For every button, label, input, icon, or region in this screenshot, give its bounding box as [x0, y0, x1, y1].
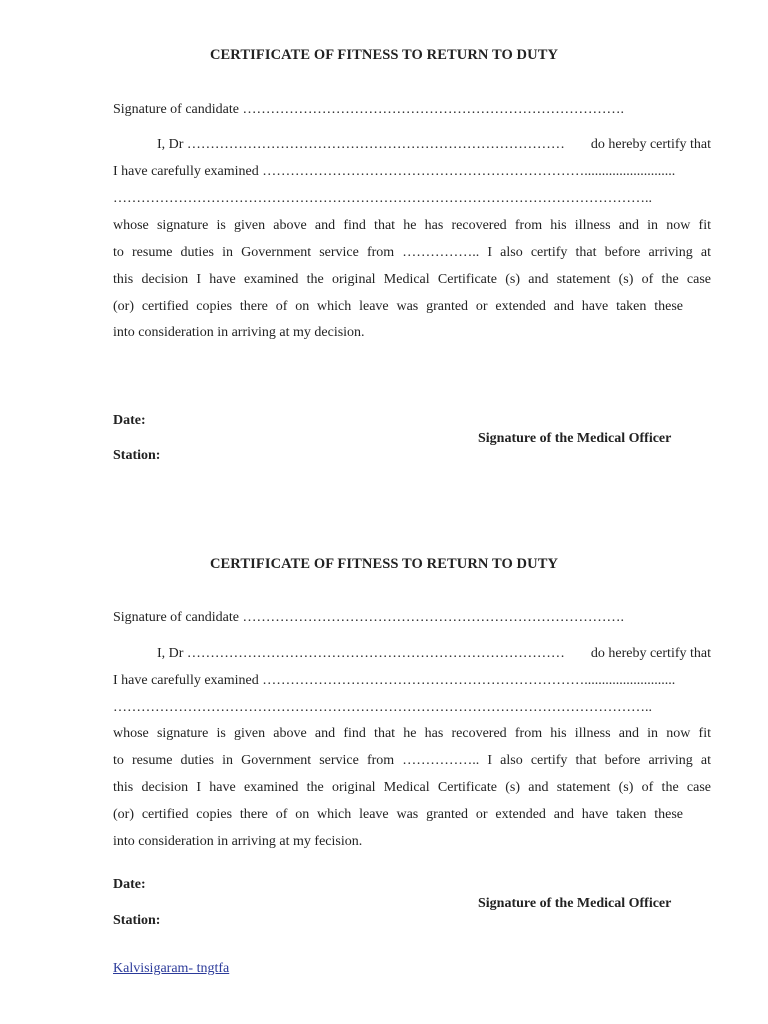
medical-officer-signature: Signature of the Medical Officer: [478, 896, 672, 911]
doctor-line: [157, 645, 711, 663]
doctor-name-blank: I, Dr ………………………………………………………………………: [157, 137, 565, 152]
paragraph-line: (or) certified copies there of on which leave was granted or extended and have taken these: [113, 807, 683, 822]
examined-line: I have carefully examined ……………………………………………………………..........................: [113, 673, 676, 688]
candidate-signature-line: Signature of candidate ……………………………………………………………………….: [113, 102, 624, 117]
date-label: Date:: [113, 413, 146, 428]
paragraph-line: this decision I have examined the original Medical Certificate (s) and statement (s) of the case: [113, 272, 711, 287]
station-label: Station:: [113, 913, 161, 928]
paragraph-line: (or) certified copies there of on which leave was granted or extended and have taken these: [113, 299, 683, 314]
examined-line: I have carefully examined ……………………………………………………………..........................: [113, 164, 676, 179]
doctor-name-blank: I, Dr ………………………………………………………………………: [157, 646, 565, 661]
date-label: Date:: [113, 877, 146, 892]
paragraph-line: whose signature is given above and find that he has recovered from his illness and in now fit: [113, 726, 711, 741]
paragraph-line: into consideration in arriving at my fecision.: [113, 834, 363, 849]
paragraph-line: to resume duties in Government service from …………….. I also certify that before arriving at: [113, 753, 711, 768]
certificate-title: CERTIFICATE OF FITNESS TO RETURN TO DUTY: [209, 556, 559, 572]
paragraph-line: whose signature is given above and find that he has recovered from his illness and in now fit: [113, 218, 711, 233]
footer-link[interactable]: Kalvisigaram- tngtfa: [113, 961, 230, 976]
station-label: Station:: [113, 448, 161, 463]
certify-text: do hereby certify that: [590, 137, 711, 152]
paragraph-line: to resume duties in Government service from …………….. I also certify that before arriving at: [113, 245, 711, 260]
paragraph-line: into consideration in arriving at my decision.: [113, 325, 365, 340]
dots-line: ……………………………………………………………………………………………………..: [113, 700, 652, 715]
certificate-title: CERTIFICATE OF FITNESS TO RETURN TO DUTY: [209, 47, 559, 63]
doctor-line: [157, 136, 711, 154]
medical-officer-signature: Signature of the Medical Officer: [478, 431, 672, 446]
candidate-signature-line: Signature of candidate ……………………………………………………………………….: [113, 610, 624, 625]
certify-text: do hereby certify that: [590, 646, 711, 661]
paragraph-line: this decision I have examined the original Medical Certificate (s) and statement (s) of the case: [113, 780, 711, 795]
dots-line: ……………………………………………………………………………………………………..: [113, 191, 652, 206]
